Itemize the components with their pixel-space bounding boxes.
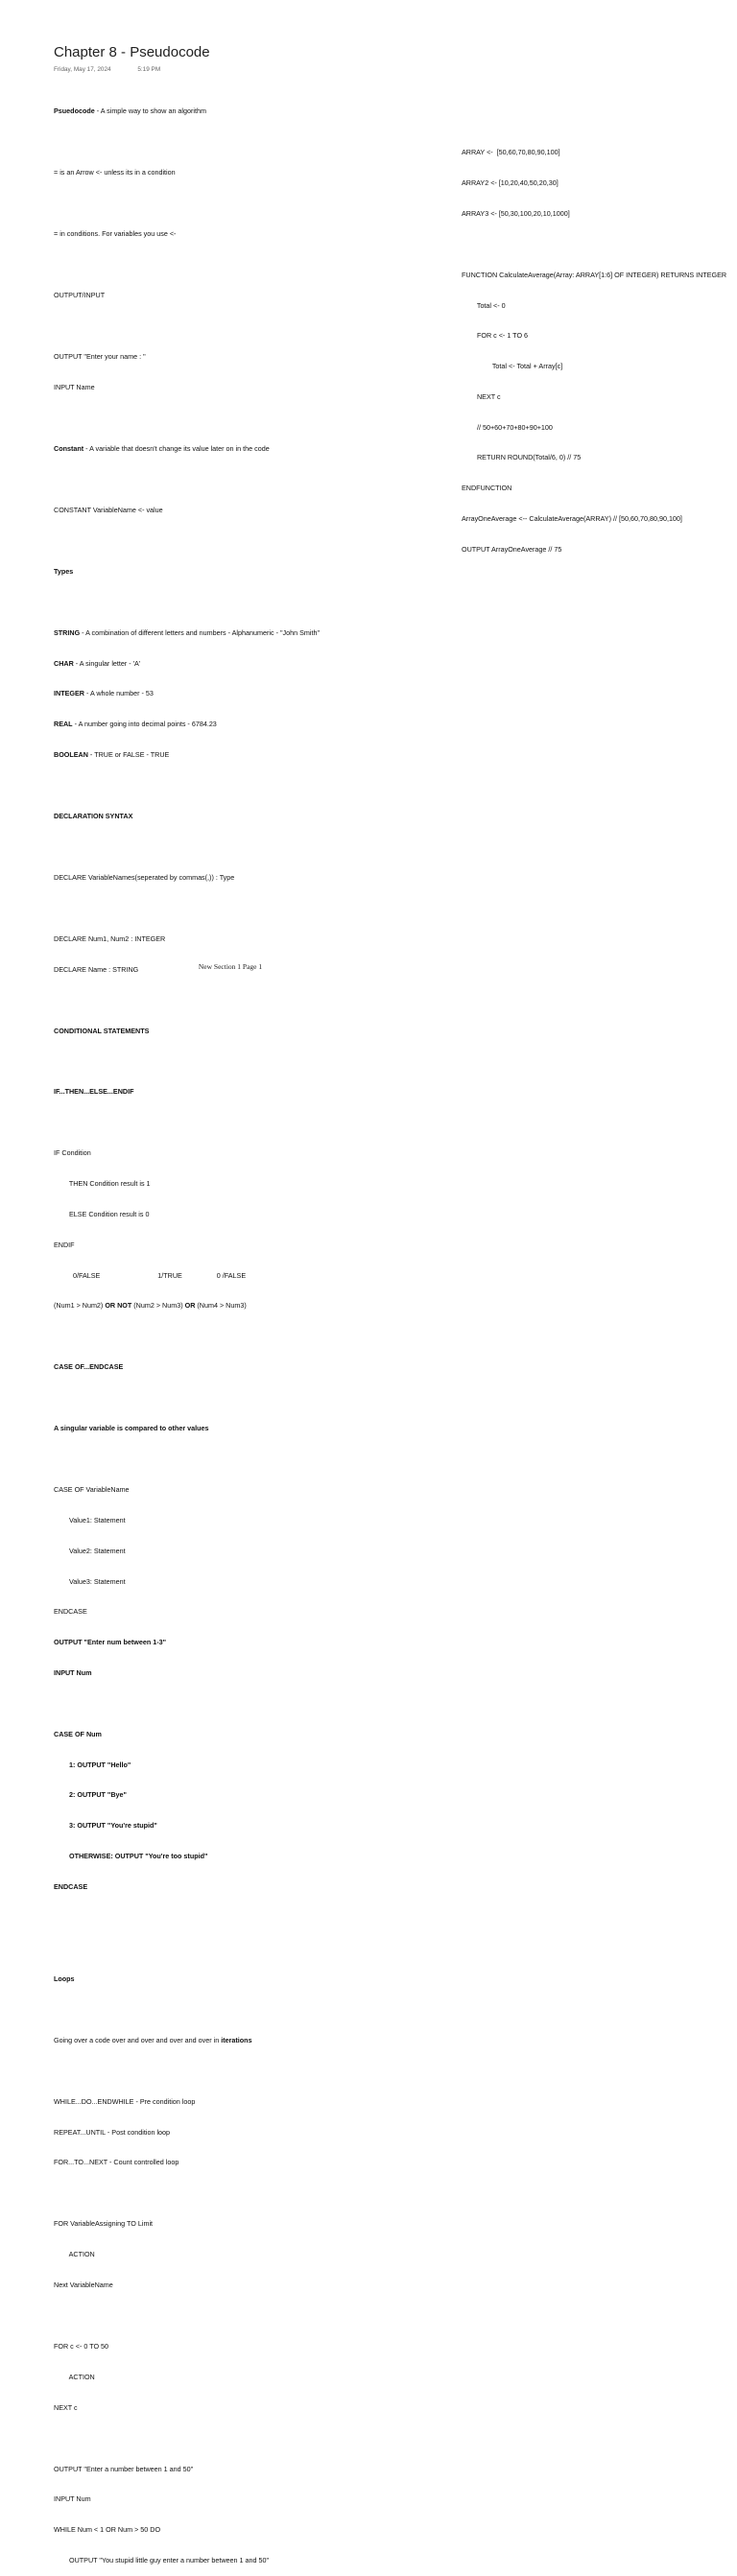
section-heading: IF...THEN...ELSE...ENDIF <box>54 1087 134 1097</box>
code-line: OUTPUT "Enter num between 1-3" <box>54 1638 167 1647</box>
code-line: ARRAY3 <- [50,30,100,20,10,1000] <box>462 208 570 218</box>
note-line: STRING - A combination of different letters and numbers - Alphanumeric - "John Smith" <box>54 627 321 637</box>
code-line: THEN Condition result is 1 <box>54 1179 151 1189</box>
note-line: DECLARE Num1, Num2 : INTEGER <box>54 934 166 943</box>
code-line: 0/FALSE 1/TRUE 0 /FALSE <box>54 1270 247 1280</box>
page-footer: New Section 1 Page 1 <box>198 962 263 971</box>
code-line: CASE OF VariableName <box>54 1485 130 1495</box>
notes-right-column <box>462 128 726 565</box>
code-line: IF Condition <box>54 1148 91 1158</box>
code-line: ARRAY2 <- [10,20,40,50,20,30] <box>462 177 559 187</box>
code-line: ENDIF <box>54 1240 75 1249</box>
code-line: (Num1 > Num2) OR NOT (Num2 > Num3) OR (Num4 > Num3) <box>54 1301 247 1311</box>
code-line: RETURN ROUND(Total/6, 0) // 75 <box>462 453 582 462</box>
note-line: REPEAT...UNTIL - Post condition loop <box>54 2127 171 2137</box>
note-line: CONSTANT VariableName <- value <box>54 505 163 514</box>
note-line: WHILE...DO...ENDWHILE - Pre condition loop <box>54 2096 196 2106</box>
code-line: ENDFUNCTION <box>462 484 512 493</box>
section-heading: Loops <box>54 1973 75 1983</box>
note-line: OUTPUT "Enter your name : " <box>54 352 146 362</box>
code-line: NEXT c <box>54 2402 78 2412</box>
note-line: Going over a code over and over and over and over in iterations <box>54 2035 252 2044</box>
code-line: CASE OF Num <box>54 1729 102 1738</box>
page-title: Chapter 8 - Pseudocode <box>54 44 210 60</box>
note-line: = in conditions. For variables you use <- <box>54 229 177 239</box>
code-line: Total <- 0 <box>462 300 506 310</box>
code-line: OTHERWISE: OUTPUT "You're too stupid" <box>54 1852 208 1861</box>
note-line: INPUT Name <box>54 382 95 391</box>
code-line: ENDCASE <box>54 1607 87 1617</box>
note-line: Psuedocode - A simple way to show an algorithm <box>54 106 206 116</box>
note-line: FOR...TO...NEXT - Count controlled loop <box>54 2158 179 2167</box>
code-line: FOR VariableAssigning TO Limit <box>54 2219 154 2229</box>
code-line: Value1: Statement <box>54 1516 126 1525</box>
section-heading: Types <box>54 566 74 576</box>
note-line: OUTPUT/INPUT <box>54 291 106 300</box>
note-line: = is an Arrow <- unless its in a condition <box>54 168 176 177</box>
note-line: DECLARE Name : STRING <box>54 964 139 974</box>
code-line: ArrayOneAverage <-- CalculateAverage(ARRAY) // [50,60,70,80,90,100] <box>462 513 682 523</box>
code-line: ELSE Condition result is 0 <box>54 1210 150 1218</box>
code-line: ACTION <box>54 2372 95 2381</box>
code-line: 3: OUTPUT "You're stupid" <box>54 1821 157 1831</box>
code-line: INPUT Num <box>54 2494 91 2504</box>
code-line: INPUT Num <box>54 1667 92 1677</box>
code-line: Value2: Statement <box>54 1546 126 1555</box>
code-line: ARRAY <- [50,60,70,80,90,100] <box>462 148 560 157</box>
code-line: Total <- Total + Array[c] <box>462 362 563 371</box>
code-line: ACTION <box>54 2250 95 2259</box>
note-line: INTEGER - A whole number - 53 <box>54 689 154 698</box>
note-line: BOOLEAN - TRUE or FALSE - TRUE <box>54 749 170 759</box>
code-line: // 50+60+70+80+90+100 <box>462 422 553 432</box>
code-line: 1: OUTPUT "Hello" <box>54 1760 131 1769</box>
code-line: WHILE Num < 1 OR Num > 50 DO <box>54 2525 161 2535</box>
code-line: 2: OUTPUT "Bye" <box>54 1790 127 1800</box>
code-line: Next VariableName <box>54 2281 113 2289</box>
section-heading: DECLARATION SYNTAX <box>54 811 133 820</box>
code-line: FUNCTION CalculateAverage(Array: ARRAY[1:6] OF INTEGER) RETURNS INTEGER <box>462 270 727 279</box>
code-line: FOR c <- 1 TO 6 <box>462 331 529 341</box>
code-line: FOR c <- 0 TO 50 <box>54 2341 109 2351</box>
page-metadata <box>54 66 185 73</box>
code-line: ENDCASE <box>54 1881 88 1891</box>
code-line: OUTPUT "Enter a number between 1 and 50" <box>54 2464 194 2473</box>
note-line: Constant - A variable that doesn't change its value later on in the code <box>54 443 270 453</box>
section-heading: CASE OF...ENDCASE <box>54 1362 124 1372</box>
code-line: Value3: Statement <box>54 1576 126 1586</box>
code-line: OUTPUT ArrayOneAverage // 75 <box>462 544 562 554</box>
note-line: CHAR - A singular letter - 'A' <box>54 658 141 668</box>
note-line: REAL - A number going into decimal points - 6784.23 <box>54 720 217 729</box>
note-line: DECLARE VariableNames(seperated by commas(,)) : Type <box>54 872 235 882</box>
section-heading: A singular variable is compared to other values <box>54 1424 209 1433</box>
notes-left-column <box>54 86 320 2576</box>
code-line: OUTPUT "You stupid little guy enter a number between 1 and 50" <box>54 2555 270 2564</box>
section-heading: CONDITIONAL STATEMENTS <box>54 1026 150 1035</box>
page-time: 5:19 PM <box>137 66 161 73</box>
page-date: Friday, May 17, 2024 <box>54 66 111 73</box>
code-line: NEXT c <box>462 391 501 401</box>
